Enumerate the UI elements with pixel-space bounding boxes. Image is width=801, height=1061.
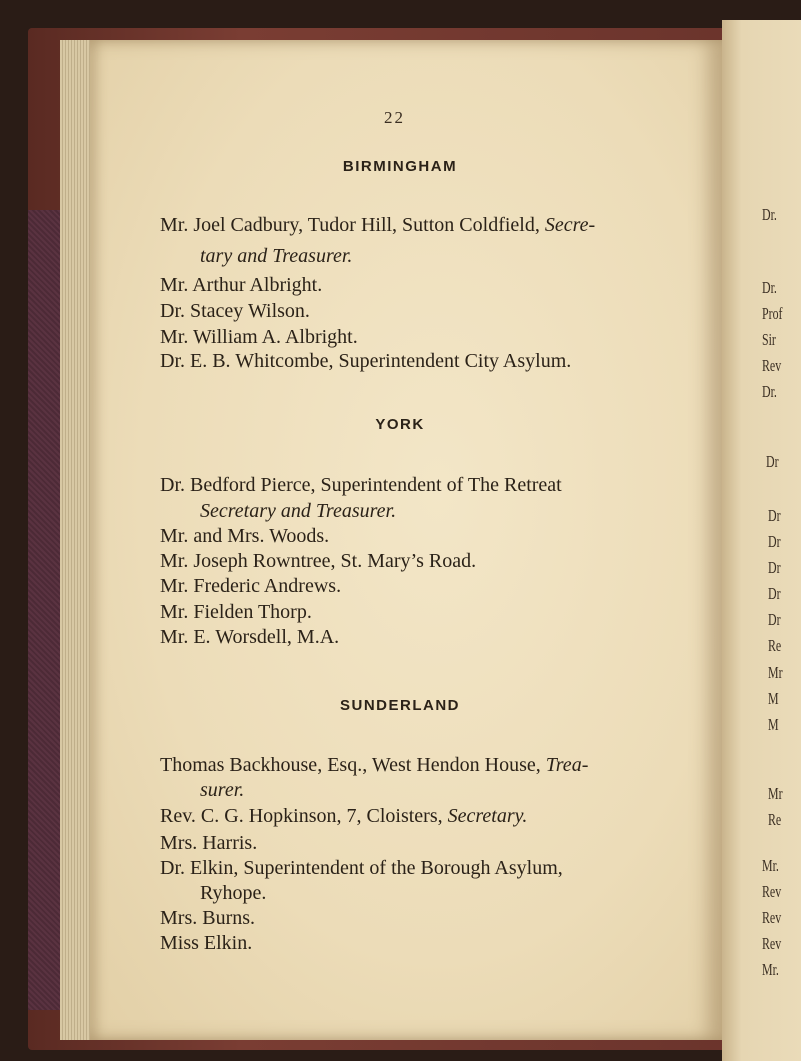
facing-fragment: Dr — [766, 452, 779, 471]
list-item: Mr. Fielden Thorp. — [160, 601, 312, 623]
list-item: Dr. Elkin, Superintendent of the Borough Asylum, — [160, 857, 563, 879]
facing-page — [722, 20, 801, 1061]
list-item: Mr. Frederic Andrews. — [160, 575, 342, 597]
facing-fragment: Mr. — [762, 960, 779, 979]
facing-fragment: Mr. — [762, 856, 779, 875]
page-number: 22 — [384, 108, 405, 127]
list-item: Thomas Backhouse, Esq., West Hendon House, Trea- — [160, 754, 589, 776]
facing-fragment: Dr. — [762, 278, 777, 297]
list-item: Ryhope. — [200, 882, 267, 904]
list-item: Dr. E. B. Whitcombe, Superintendent City Asylum. — [160, 350, 572, 372]
list-item: Mr. Joseph Rowntree, St. Mary’s Road. — [160, 550, 477, 572]
facing-fragment: Dr — [768, 584, 781, 603]
list-item: Dr. Stacey Wilson. — [160, 300, 310, 322]
facing-fragment: M — [768, 715, 779, 734]
facing-fragment: Rev — [762, 882, 782, 901]
facing-fragment: Dr. — [762, 205, 777, 224]
list-item: Mrs. Burns. — [160, 907, 256, 929]
facing-fragment: Dr — [768, 532, 781, 551]
facing-fragment: Dr — [768, 558, 781, 577]
list-item: Miss Elkin. — [160, 932, 253, 954]
facing-fragment: Rev — [762, 908, 782, 927]
section-heading-sunderland: SUNDERLAND — [340, 697, 460, 714]
list-item: Dr. Bedford Pierce, Superintendent of The Retreat — [160, 474, 562, 496]
facing-fragment: Dr. — [762, 382, 777, 401]
facing-fragment: Mr — [768, 784, 783, 803]
facing-fragment: Prof — [762, 304, 783, 323]
facing-fragment: Rev — [762, 934, 782, 953]
section-heading-york: YORK — [375, 416, 425, 433]
facing-fragment: M — [768, 689, 779, 708]
list-item: Mr. and Mrs. Woods. — [160, 525, 330, 547]
list-item: Mrs. Harris. — [160, 832, 258, 854]
list-item: tary and Treasurer. — [200, 245, 353, 267]
facing-fragment: Dr — [768, 610, 781, 629]
facing-fragment: Re — [768, 636, 782, 655]
facing-fragment: Re — [768, 810, 782, 829]
list-item: Mr. William A. Albright. — [160, 326, 358, 348]
facing-fragment: Rev — [762, 356, 782, 375]
list-item: Mr. E. Worsdell, M.A. — [160, 626, 340, 648]
list-item: Secretary and Treasurer. — [200, 500, 397, 522]
facing-fragment: Mr — [768, 663, 783, 682]
list-item: Rev. C. G. Hopkinson, 7, Cloisters, Secretary. — [160, 805, 528, 827]
list-item: Mr. Arthur Albright. — [160, 274, 323, 296]
list-item: Mr. Joel Cadbury, Tudor Hill, Sutton Coldfield, Secre- — [160, 214, 596, 236]
facing-fragment: Dr — [768, 506, 781, 525]
list-item: surer. — [200, 779, 245, 801]
facing-fragment: Sir — [762, 330, 776, 349]
section-heading-birmingham: BIRMINGHAM — [342, 158, 458, 175]
